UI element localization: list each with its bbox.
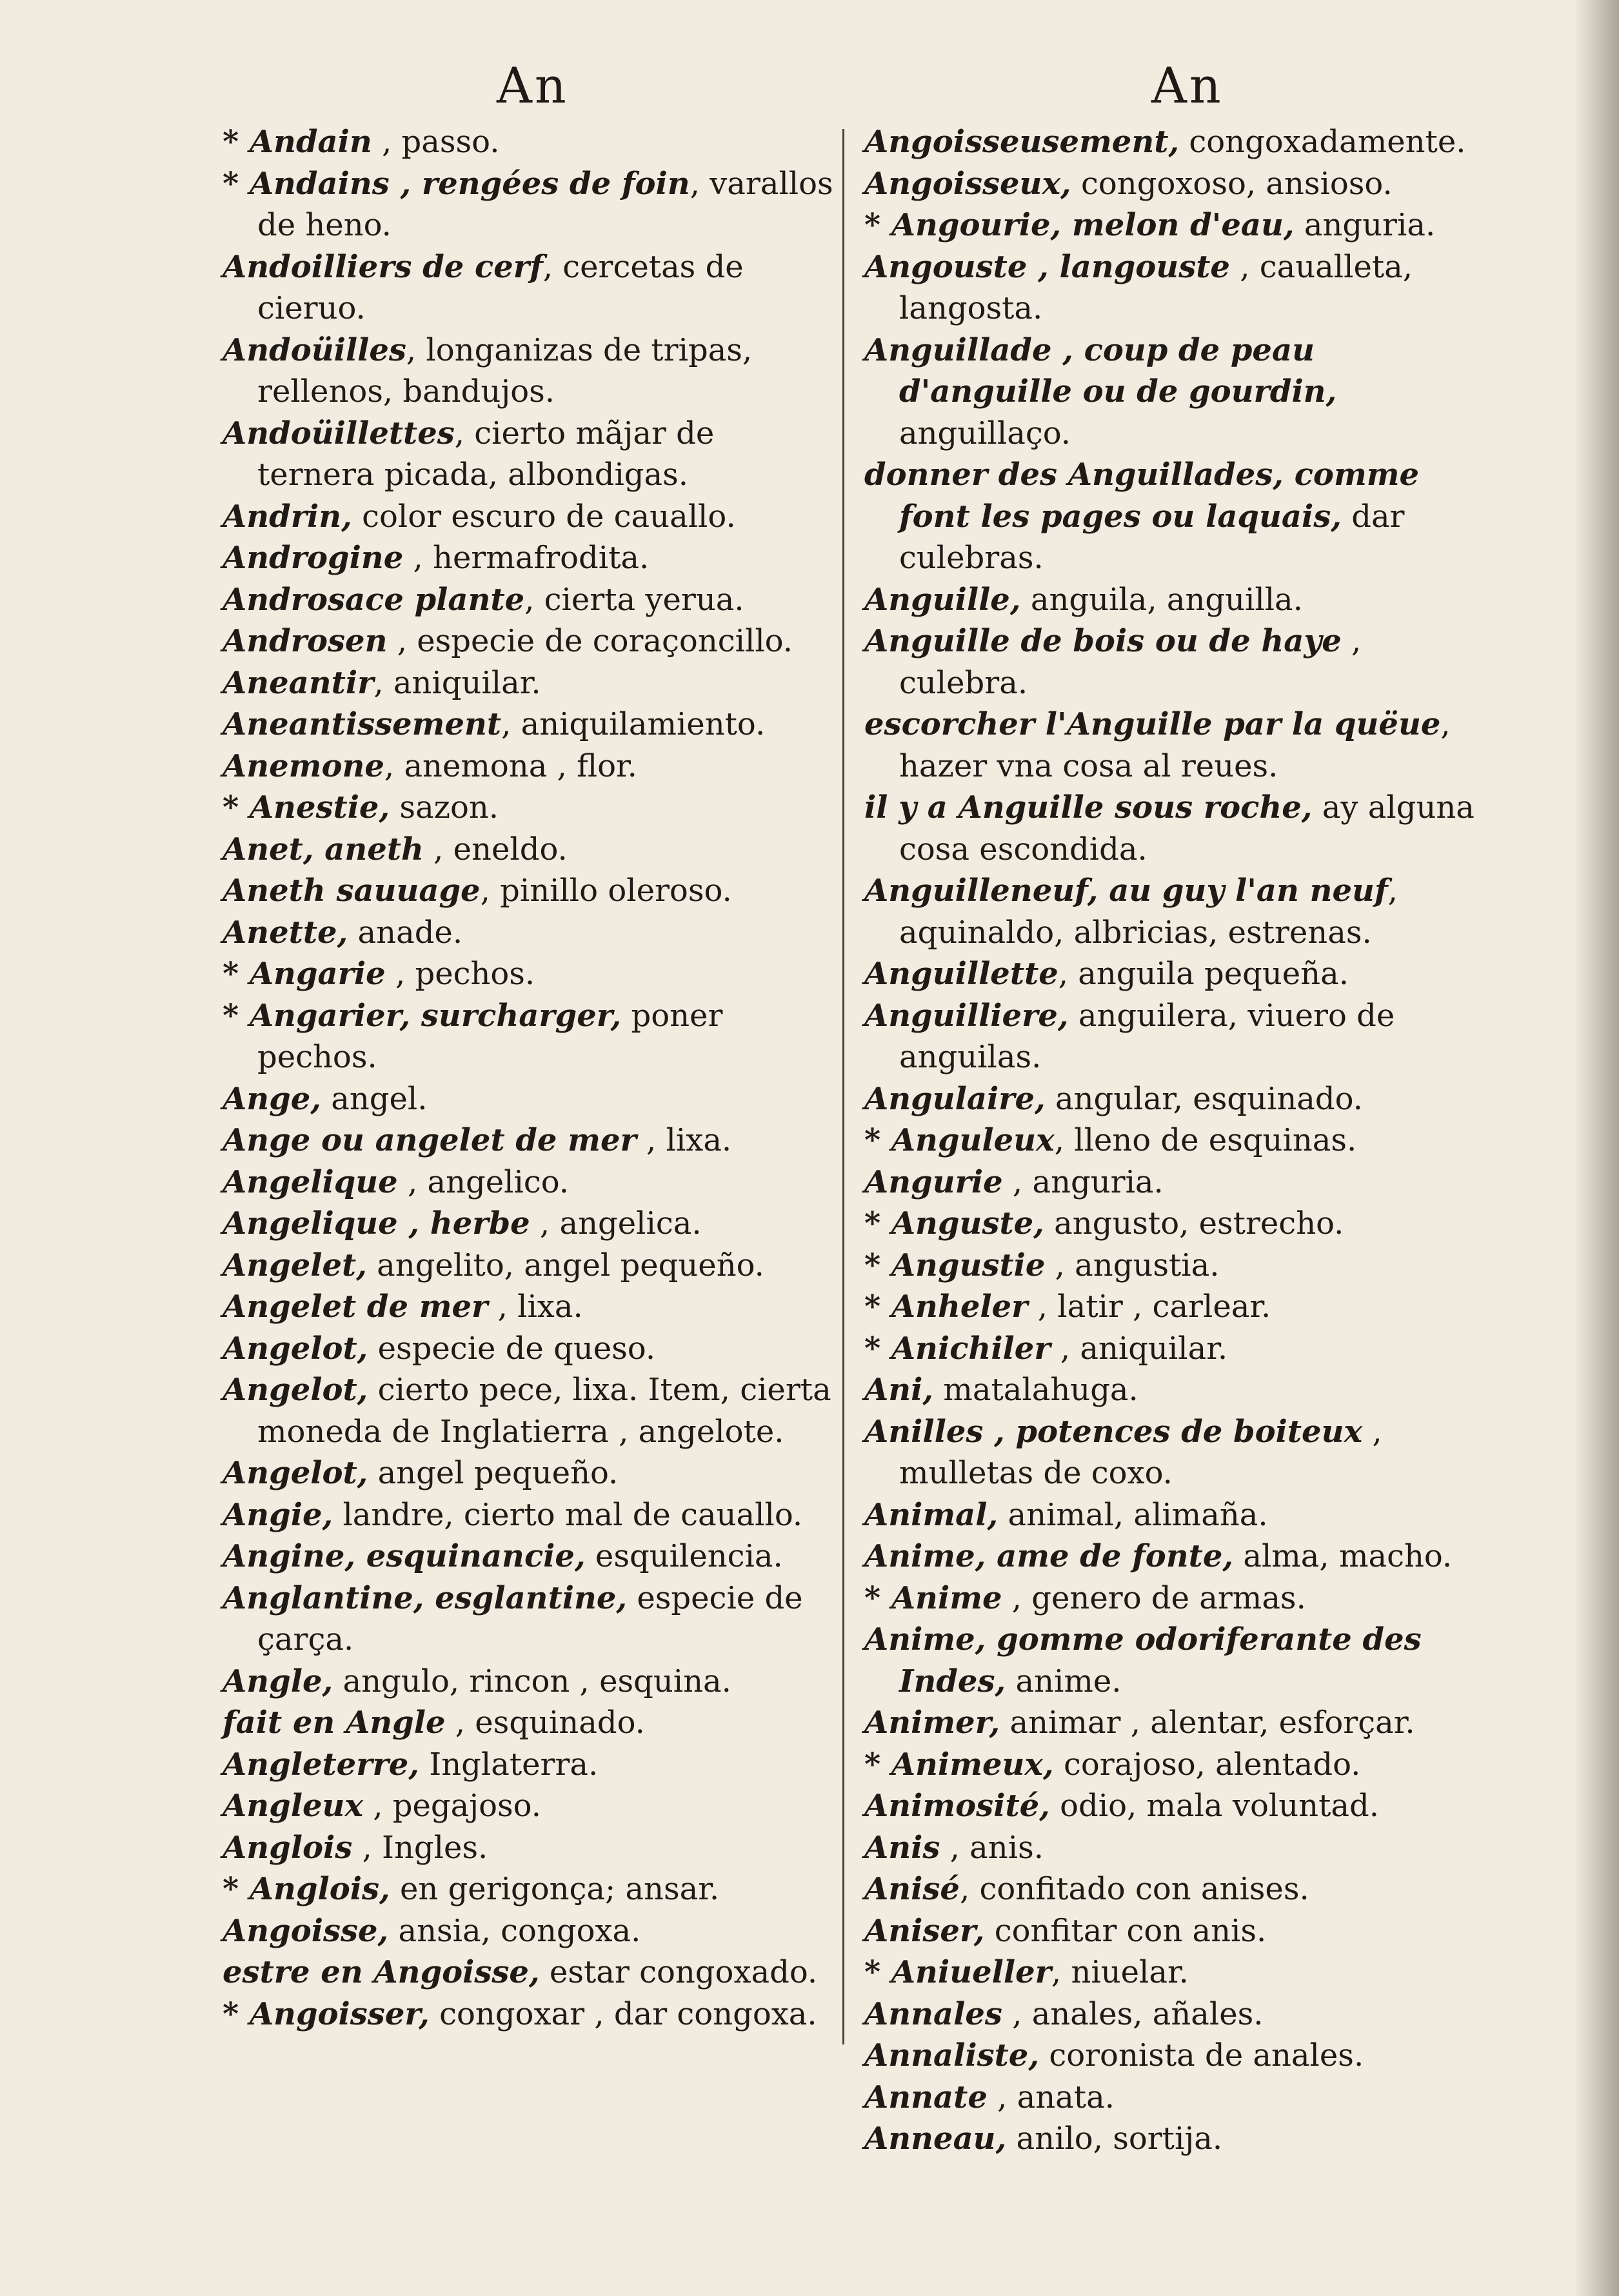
dictionary-entry — [223, 787, 835, 829]
entry-definition: , anguila pequeña. — [1058, 956, 1349, 992]
left-column — [223, 121, 835, 2035]
dictionary-entry — [864, 163, 1477, 205]
dictionary-entry — [223, 829, 835, 871]
entry-headword: Angelet, — [223, 1247, 367, 1283]
entry-definition: , culebra. — [899, 623, 1362, 701]
entry-definition: anguila, anguilla. — [1020, 581, 1303, 618]
entry-headword: Angelot, — [223, 1372, 368, 1408]
entry-definition: especie de queso. — [368, 1330, 656, 1367]
entry-definition: , lixa. — [488, 1289, 583, 1325]
entry-definition: corajoso, alentado. — [1053, 1746, 1361, 1783]
entry-headword: Aneth sauuage — [223, 873, 481, 909]
entry-definition: angulo, rincon , esquina. — [333, 1663, 731, 1699]
entry-definition: , Ingles. — [352, 1829, 488, 1866]
dictionary-entry — [223, 579, 835, 621]
entry-headword: Anis — [864, 1829, 940, 1866]
dictionary-entry — [864, 2118, 1477, 2160]
dictionary-entry — [864, 246, 1477, 330]
entry-headword: Anguilleneuf, au guy l'an neuf — [864, 873, 1388, 909]
entry-definition: , cierta yerua. — [524, 581, 744, 618]
entry-headword: Andoilliers de cerf — [223, 248, 543, 285]
dictionary-entry — [223, 1328, 835, 1370]
dictionary-entry — [223, 1827, 835, 1869]
dictionary-entry — [864, 1702, 1477, 1744]
entry-definition: , aquinaldo, albricias, estrenas. — [899, 873, 1398, 951]
entry-definition: color escuro de cauallo. — [352, 498, 736, 535]
entry-headword: Angelique — [223, 1163, 398, 1200]
entry-headword: fait en Angle — [223, 1705, 446, 1741]
entry-definition: , angelica. — [530, 1205, 702, 1242]
dictionary-entry — [223, 662, 835, 704]
entry-definition: angusto, estrecho. — [1044, 1205, 1344, 1242]
dictionary-entry — [864, 1952, 1477, 1994]
right-column-header: An — [1151, 57, 1224, 114]
dictionary-entry — [864, 1369, 1477, 1411]
dictionary-entry — [864, 1536, 1477, 1578]
dictionary-entry — [223, 1744, 835, 1786]
dictionary-entry — [864, 1162, 1477, 1203]
entry-definition: , genero de armas. — [1002, 1579, 1306, 1616]
dictionary-entry — [864, 2077, 1477, 2119]
entry-definition: anguilera, viuero de anguilas. — [899, 997, 1395, 1075]
entry-headword: donner des Anguillades, comme font les pages ou laquais, — [864, 457, 1420, 535]
dictionary-entry — [223, 413, 835, 496]
entry-definition: , eneldo. — [423, 831, 568, 867]
dictionary-entry — [864, 204, 1477, 246]
entry-headword: Ani, — [864, 1372, 934, 1408]
entry-definition: , cercetas de cieruo. — [257, 248, 744, 326]
dictionary-entry — [223, 163, 835, 246]
entry-definition: , lleno de esquinas. — [1054, 1122, 1357, 1158]
dictionary-entry — [864, 1619, 1477, 1702]
entry-definition: esquilencia. — [585, 1538, 783, 1574]
entry-headword: Ange, — [223, 1080, 321, 1117]
entry-headword: Anguillette — [864, 956, 1058, 992]
entry-definition: anguria. — [1294, 207, 1436, 243]
entry-headword: * Andains , rengées de foin — [223, 165, 690, 202]
dictionary-entry — [223, 1162, 835, 1203]
dictionary-entry — [223, 1078, 835, 1120]
entry-headword: Angine, esquinancie, — [223, 1538, 586, 1574]
dictionary-entry — [223, 953, 835, 995]
entry-definition: odio, mala voluntad. — [1049, 1788, 1379, 1824]
entry-definition: congoxadamente. — [1179, 124, 1466, 160]
entry-headword: Andrin, — [223, 498, 352, 535]
entry-headword: Androsen — [223, 623, 388, 659]
dictionary-entry — [223, 1702, 835, 1744]
dictionary-entry — [864, 1910, 1477, 1952]
entry-definition: estar congoxado. — [539, 1954, 818, 1990]
entry-definition: , confitado con anises. — [959, 1871, 1309, 1907]
entry-headword: * Angoisser, — [223, 1995, 430, 2032]
entry-definition: , niuelar. — [1051, 1954, 1189, 1990]
entry-headword: * Angourie, melon d'eau, — [864, 207, 1295, 243]
entry-definition: anguillaço. — [899, 415, 1071, 451]
dictionary-entry — [223, 1661, 835, 1703]
dictionary-entry — [223, 870, 835, 912]
dictionary-entry — [223, 912, 835, 954]
dictionary-entry — [864, 121, 1477, 163]
entry-definition: , aniquilamiento. — [501, 706, 766, 742]
entry-headword: Anime, gomme odoriferante des Indes, — [864, 1621, 1422, 1699]
entry-definition: , anata. — [987, 2079, 1115, 2115]
entry-definition: , pechos. — [385, 956, 535, 992]
entry-definition: cierto pece, lixa. Item, cierta moneda de Inglatierra , angelote. — [257, 1372, 831, 1450]
dictionary-entry — [864, 1494, 1477, 1536]
entry-definition: , latir , carlear. — [1028, 1289, 1271, 1325]
entry-definition: , varallos de heno. — [257, 165, 833, 243]
entry-headword: Anet, aneth — [223, 831, 424, 867]
entry-headword: Aneantir — [223, 664, 374, 701]
dictionary-entry — [223, 1120, 835, 1162]
entry-definition: anime. — [1006, 1663, 1122, 1699]
dictionary-entry — [223, 1952, 835, 1994]
dictionary-entry — [864, 579, 1477, 621]
dictionary-entry — [223, 620, 835, 662]
entry-headword: Anilles , potences de boiteux — [864, 1413, 1363, 1450]
dictionary-entry — [864, 1827, 1477, 1869]
entry-headword: * Anime — [864, 1579, 1002, 1616]
entry-headword: Aniser, — [864, 1912, 985, 1949]
dictionary-entry — [223, 1994, 835, 2035]
entry-definition: dar culebras. — [899, 498, 1405, 576]
dictionary-entry — [223, 995, 835, 1078]
entry-headword: Annaliste, — [864, 2037, 1040, 2073]
dictionary-entry — [864, 1868, 1477, 1910]
entry-headword: il y a Anguille sous roche, — [864, 789, 1313, 826]
entry-headword: Ange ou angelet de mer — [223, 1122, 637, 1158]
entry-definition: , caualleta, langosta. — [899, 248, 1413, 326]
dictionary-entry — [864, 2035, 1477, 2077]
entry-definition: angel. — [321, 1080, 428, 1117]
dictionary-entry — [223, 1785, 835, 1827]
entry-headword: Androsace plante — [223, 581, 525, 618]
entry-headword: * Angustie — [864, 1247, 1046, 1283]
right-column — [864, 121, 1477, 2160]
entry-headword: Angelot, — [223, 1455, 368, 1491]
entry-definition: angular, esquinado. — [1045, 1080, 1363, 1117]
entry-headword: Anguille de bois ou de haye — [864, 623, 1342, 659]
entry-headword: * Anguleux — [864, 1122, 1055, 1158]
dictionary-entry — [864, 704, 1477, 787]
dictionary-entry — [864, 1744, 1477, 1786]
dictionary-entry — [223, 1868, 835, 1910]
entry-headword: Andoüillettes — [223, 415, 455, 451]
dictionary-entry — [864, 1286, 1477, 1328]
entry-definition: , anales, añales. — [1002, 1995, 1264, 2032]
entry-headword: estre en Angoisse, — [223, 1954, 540, 1990]
left-column-header: An — [497, 57, 569, 114]
entry-definition: angelito, angel pequeño. — [366, 1247, 764, 1283]
entry-headword: * Anglois, — [223, 1871, 390, 1907]
entry-definition: , hermafrodita. — [403, 540, 650, 576]
dictionary-entry — [223, 1910, 835, 1952]
entry-definition: ansia, congoxa. — [388, 1912, 641, 1949]
entry-headword: * Anichiler — [864, 1330, 1051, 1367]
dictionary-entry — [223, 1286, 835, 1328]
entry-definition: coronista de anales. — [1039, 2037, 1364, 2073]
entry-headword: Angelique , herbe — [223, 1205, 530, 1242]
dictionary-entry — [864, 1078, 1477, 1120]
entry-headword: Annales — [864, 1995, 1002, 2032]
entry-definition: animal, alimaña. — [998, 1496, 1268, 1533]
entry-headword: Angoisseusement, — [864, 124, 1180, 160]
entry-headword: Aneantissement — [223, 706, 502, 742]
entry-definition: , anguria. — [1002, 1163, 1164, 1200]
entry-headword: Angoisseux, — [864, 165, 1071, 202]
dictionary-entry — [223, 1203, 835, 1245]
dictionary-entry — [864, 1994, 1477, 2035]
dictionary-entry — [864, 1578, 1477, 1619]
entry-definition: , especie de coraçoncillo. — [387, 623, 793, 659]
dictionary-entry — [223, 1494, 835, 1536]
entry-headword: Anglois — [223, 1829, 353, 1866]
entry-definition: , hazer vna cosa al reues. — [899, 706, 1451, 784]
dictionary-entry — [223, 537, 835, 579]
entry-definition: especie de çarça. — [257, 1579, 803, 1658]
dictionary-entry — [864, 1328, 1477, 1370]
dictionary-entry — [864, 1120, 1477, 1162]
dictionary-entry — [864, 870, 1477, 953]
entry-definition: landre, cierto mal de cauallo. — [333, 1496, 803, 1533]
entry-definition: en gerigonça; ansar. — [390, 1871, 720, 1907]
entry-definition: anilo, sortija. — [1006, 2121, 1223, 2157]
entry-definition: sazon. — [390, 789, 499, 826]
entry-headword: Anglantine, esglantine, — [223, 1579, 628, 1616]
dictionary-entry — [223, 1245, 835, 1287]
entry-definition: , anemona , flor. — [384, 747, 637, 784]
entry-headword: Animosité, — [864, 1788, 1050, 1824]
entry-headword: Anguillade , coup de peau d'anguille ou de gourdin, — [864, 332, 1337, 410]
entry-headword: Angelot, — [223, 1330, 368, 1367]
dictionary-entry — [864, 620, 1477, 704]
entry-headword: * Aniueller — [864, 1954, 1051, 1990]
entry-headword: Animer, — [864, 1705, 1000, 1741]
entry-definition: , esquinado. — [445, 1705, 645, 1741]
entry-headword: Angoisse, — [223, 1912, 389, 1949]
dictionary-entry — [864, 1785, 1477, 1827]
dictionary-entry — [223, 121, 835, 163]
dictionary-entry — [223, 1536, 835, 1578]
entry-headword: Anette, — [223, 914, 348, 951]
entry-headword: * Anestie, — [223, 789, 390, 826]
dictionary-entry — [223, 1578, 835, 1661]
entry-headword: Angleux — [223, 1788, 363, 1824]
dictionary-entry — [864, 995, 1477, 1078]
entry-definition: angel pequeño. — [368, 1455, 619, 1491]
entry-headword: Annate — [864, 2079, 988, 2115]
column-divider — [842, 129, 844, 2044]
entry-headword: Angelet de mer — [223, 1289, 488, 1325]
entry-headword: Angle, — [223, 1663, 333, 1699]
entry-headword: Anisé — [864, 1871, 960, 1907]
entry-definition: , anis. — [940, 1829, 1044, 1866]
dictionary-entry — [223, 1369, 835, 1452]
entry-definition: confitar con anis. — [984, 1912, 1267, 1949]
entry-headword: Anguilliere, — [864, 997, 1069, 1034]
dictionary-entry — [864, 953, 1477, 995]
dictionary-entry — [864, 787, 1477, 870]
entry-definition: poner pechos. — [257, 997, 723, 1075]
entry-definition: , aniquilar. — [1050, 1330, 1228, 1367]
entry-headword: * Angarier, surcharger, — [223, 997, 622, 1034]
entry-definition: , pinillo oleroso. — [480, 873, 732, 909]
entry-definition: , lixa. — [636, 1122, 732, 1158]
entry-headword: Animal, — [864, 1496, 998, 1533]
entry-definition: , cierto mãjar de ternera picada, albondigas. — [257, 415, 715, 493]
entry-headword: * Animeux, — [864, 1746, 1054, 1783]
entry-headword: Andoüilles — [223, 332, 406, 368]
dictionary-entry — [864, 1411, 1477, 1494]
dictionary-entry — [223, 496, 835, 538]
dictionary-entry — [223, 746, 835, 787]
dictionary-entry — [864, 454, 1477, 579]
entry-headword: escorcher l'Anguille par la quëue — [864, 706, 1441, 742]
entry-definition: , angustia. — [1045, 1247, 1220, 1283]
entry-headword: Anime, ame de fonte, — [864, 1538, 1234, 1574]
entry-headword: Anneau, — [864, 2121, 1007, 2157]
entry-definition: matalahuga. — [933, 1372, 1138, 1408]
entry-headword: Angie, — [223, 1496, 333, 1533]
entry-definition: , pegajoso. — [363, 1788, 541, 1824]
entry-definition: , aniquilar. — [373, 664, 541, 701]
entry-definition: , mulletas de coxo. — [899, 1413, 1382, 1491]
entry-definition: , angelico. — [397, 1163, 570, 1200]
dictionary-entry — [223, 1452, 835, 1494]
entry-headword: Anguille, — [864, 581, 1021, 618]
entry-headword: Angleterre, — [223, 1746, 420, 1783]
entry-headword: * Andain — [223, 124, 372, 160]
dictionary-entry — [864, 1203, 1477, 1245]
entry-definition: anade. — [348, 914, 463, 951]
entry-headword: Anemone — [223, 747, 384, 784]
entry-headword: Angurie — [864, 1163, 1003, 1200]
entry-headword: * Angarie — [223, 956, 386, 992]
entry-headword: Angouste , langouste — [864, 248, 1230, 285]
dictionary-entry — [223, 246, 835, 330]
entry-definition: , longanizas de tripas, rellenos, bandujos. — [257, 332, 753, 410]
entry-definition: congoxar , dar congoxa. — [429, 1995, 817, 2032]
dictionary-entry — [864, 1245, 1477, 1287]
dictionary-entry — [864, 330, 1477, 455]
dictionary-entry — [223, 704, 835, 746]
entry-definition: , passo. — [372, 124, 500, 160]
entry-headword: * Anguste, — [864, 1205, 1044, 1242]
entry-definition: congoxoso, ansioso. — [1071, 165, 1393, 202]
entry-definition: animar , alentar, esforçar. — [1000, 1705, 1415, 1741]
entry-definition: Inglaterra. — [419, 1746, 599, 1783]
entry-headword: Androgine — [223, 540, 404, 576]
entry-headword: Angulaire, — [864, 1080, 1046, 1117]
entry-definition: alma, macho. — [1233, 1538, 1453, 1574]
entry-definition: ay alguna cosa escondida. — [899, 789, 1475, 867]
dictionary-entry — [223, 330, 835, 413]
entry-headword: * Anheler — [864, 1289, 1028, 1325]
